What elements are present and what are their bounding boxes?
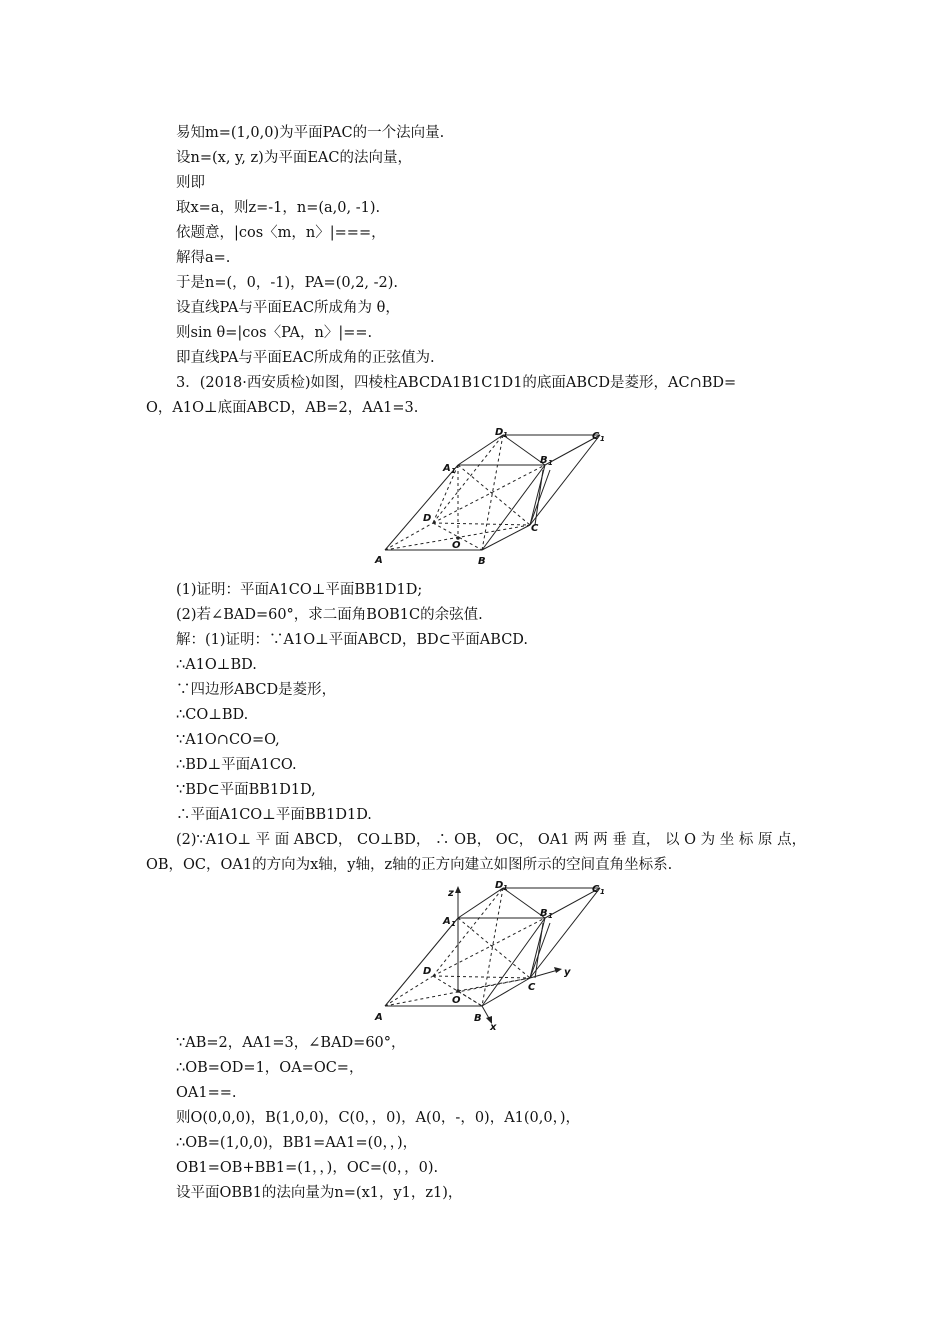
text-line: OB，OC，OA1的方向为x轴，y轴，z轴的正方向建立如图所示的空间直角坐标系. (146, 857, 673, 873)
label-c1: C (592, 431, 600, 442)
label-b1-sub: 1 (548, 912, 553, 920)
text-line: 设平面OBB1的法向量为n=(x1，y1，z1)， (176, 1185, 463, 1201)
label-o: O (452, 995, 461, 1006)
text-line: ∴BD⊥平面A1CO. (176, 757, 297, 773)
label-b1-sub: 1 (548, 459, 553, 467)
z-axis-arrow (455, 886, 461, 893)
text-line: 取x=a，则z=-1，n=(a,0, -1). (176, 200, 381, 216)
text-line: (2)∵A1O⊥ 平 面 ABCD， CO⊥BD， ∴ OB， OC， OA1 两 两 垂 直， 以 O 为 坐 标 原 点， (176, 832, 807, 848)
label-c1-sub: 1 (600, 435, 605, 443)
label-d: D (423, 966, 432, 977)
text-line: ∴平面A1CO⊥平面BB1D1D. (176, 807, 372, 823)
text-line: 于是n=(，0，-1)，PA=(0,2, -2). (176, 275, 399, 291)
label-y-axis: y (564, 967, 571, 978)
text-line: (2)若∠BAD=60°，求二面角BOB1C的余弦值. (176, 607, 483, 623)
label-d1: D (495, 427, 504, 438)
label-b1: B (540, 455, 548, 466)
coordinate-figure (370, 878, 620, 1030)
label-o: O (452, 540, 461, 551)
label-x-axis: x (490, 1022, 497, 1030)
text-line: ∴OB=OD=1，OA=OC=， (176, 1060, 364, 1076)
text-line: 依题意，|cos〈m，n〉|===， (176, 225, 386, 241)
text-line: ∵BD⊂平面BB1D1D, (176, 782, 316, 798)
label-c1-sub: 1 (600, 888, 605, 896)
text-line: (1)证明：平面A1CO⊥平面BB1D1D; (176, 582, 423, 598)
text-line: ∵AB=2，AA1=3，∠BAD=60°， (176, 1035, 406, 1051)
text-line: 则即 (176, 175, 205, 191)
problem-line: 3．(2018·西安质检)如图，四棱柱ABCDA1B1C1D1的底面ABCD是菱形，AC∩BD= (176, 375, 737, 391)
text-line: 则O(0,0,0)，B(1,0,0)，C(0，，0)，A(0，-，0)，A1(0,0，)， (176, 1110, 581, 1126)
label-a: A (375, 555, 383, 566)
label-b: B (478, 556, 486, 567)
prism-diagram (370, 425, 620, 570)
text-line: 解得a=. (176, 250, 231, 266)
label-d1-sub: 1 (503, 884, 508, 892)
label-d1-sub: 1 (503, 431, 508, 439)
prism-figure (370, 425, 620, 570)
text-line: 则sin θ=|cos〈PA，n〉|==. (176, 325, 373, 341)
label-b: B (474, 1013, 482, 1024)
label-d: D (423, 513, 432, 524)
text-line: 设n=(x, y, z)为平面EAC的法向量， (176, 150, 412, 166)
label-d1: D (495, 880, 504, 891)
y-axis-arrow (554, 967, 562, 973)
label-a1: A (443, 463, 451, 474)
label-b1: B (540, 908, 548, 919)
text-line: 解：(1)证明：∵A1O⊥平面ABCD，BD⊂平面ABCD. (176, 632, 529, 648)
text-line: 易知m=(1,0,0)为平面PAC的一个法向量. (176, 125, 445, 141)
coordinate-diagram (370, 878, 620, 1030)
label-c: C (528, 982, 536, 993)
label-c1: C (592, 884, 600, 895)
text-line: OB1=OB+BB1=(1，，)，OC=(0，，0). (176, 1160, 439, 1176)
label-c: C (531, 523, 539, 534)
text-line: ∴OB=(1,0,0)，BB1=AA1=(0，，)， (176, 1135, 418, 1151)
text-line: ∴A1O⊥BD. (176, 657, 257, 673)
problem-line: O，A1O⊥底面ABCD，AB=2，AA1=3. (146, 400, 419, 416)
label-a: A (375, 1012, 383, 1023)
text-line: OA1==. (176, 1085, 237, 1101)
origin-point (456, 989, 460, 993)
text-line: ∵A1O∩CO=O, (176, 732, 280, 748)
label-a1-sub: 1 (451, 467, 456, 475)
label-z-axis: z (448, 888, 454, 899)
text-line: 设直线PA与平面EAC所成角为 θ， (176, 300, 400, 316)
text-line: 即直线PA与平面EAC所成角的正弦值为. (176, 350, 435, 366)
label-a1-sub: 1 (451, 920, 456, 928)
text-line: ∴CO⊥BD. (176, 707, 249, 723)
text-line: ∵四边形ABCD是菱形， (176, 682, 337, 698)
label-a1: A (443, 916, 451, 927)
